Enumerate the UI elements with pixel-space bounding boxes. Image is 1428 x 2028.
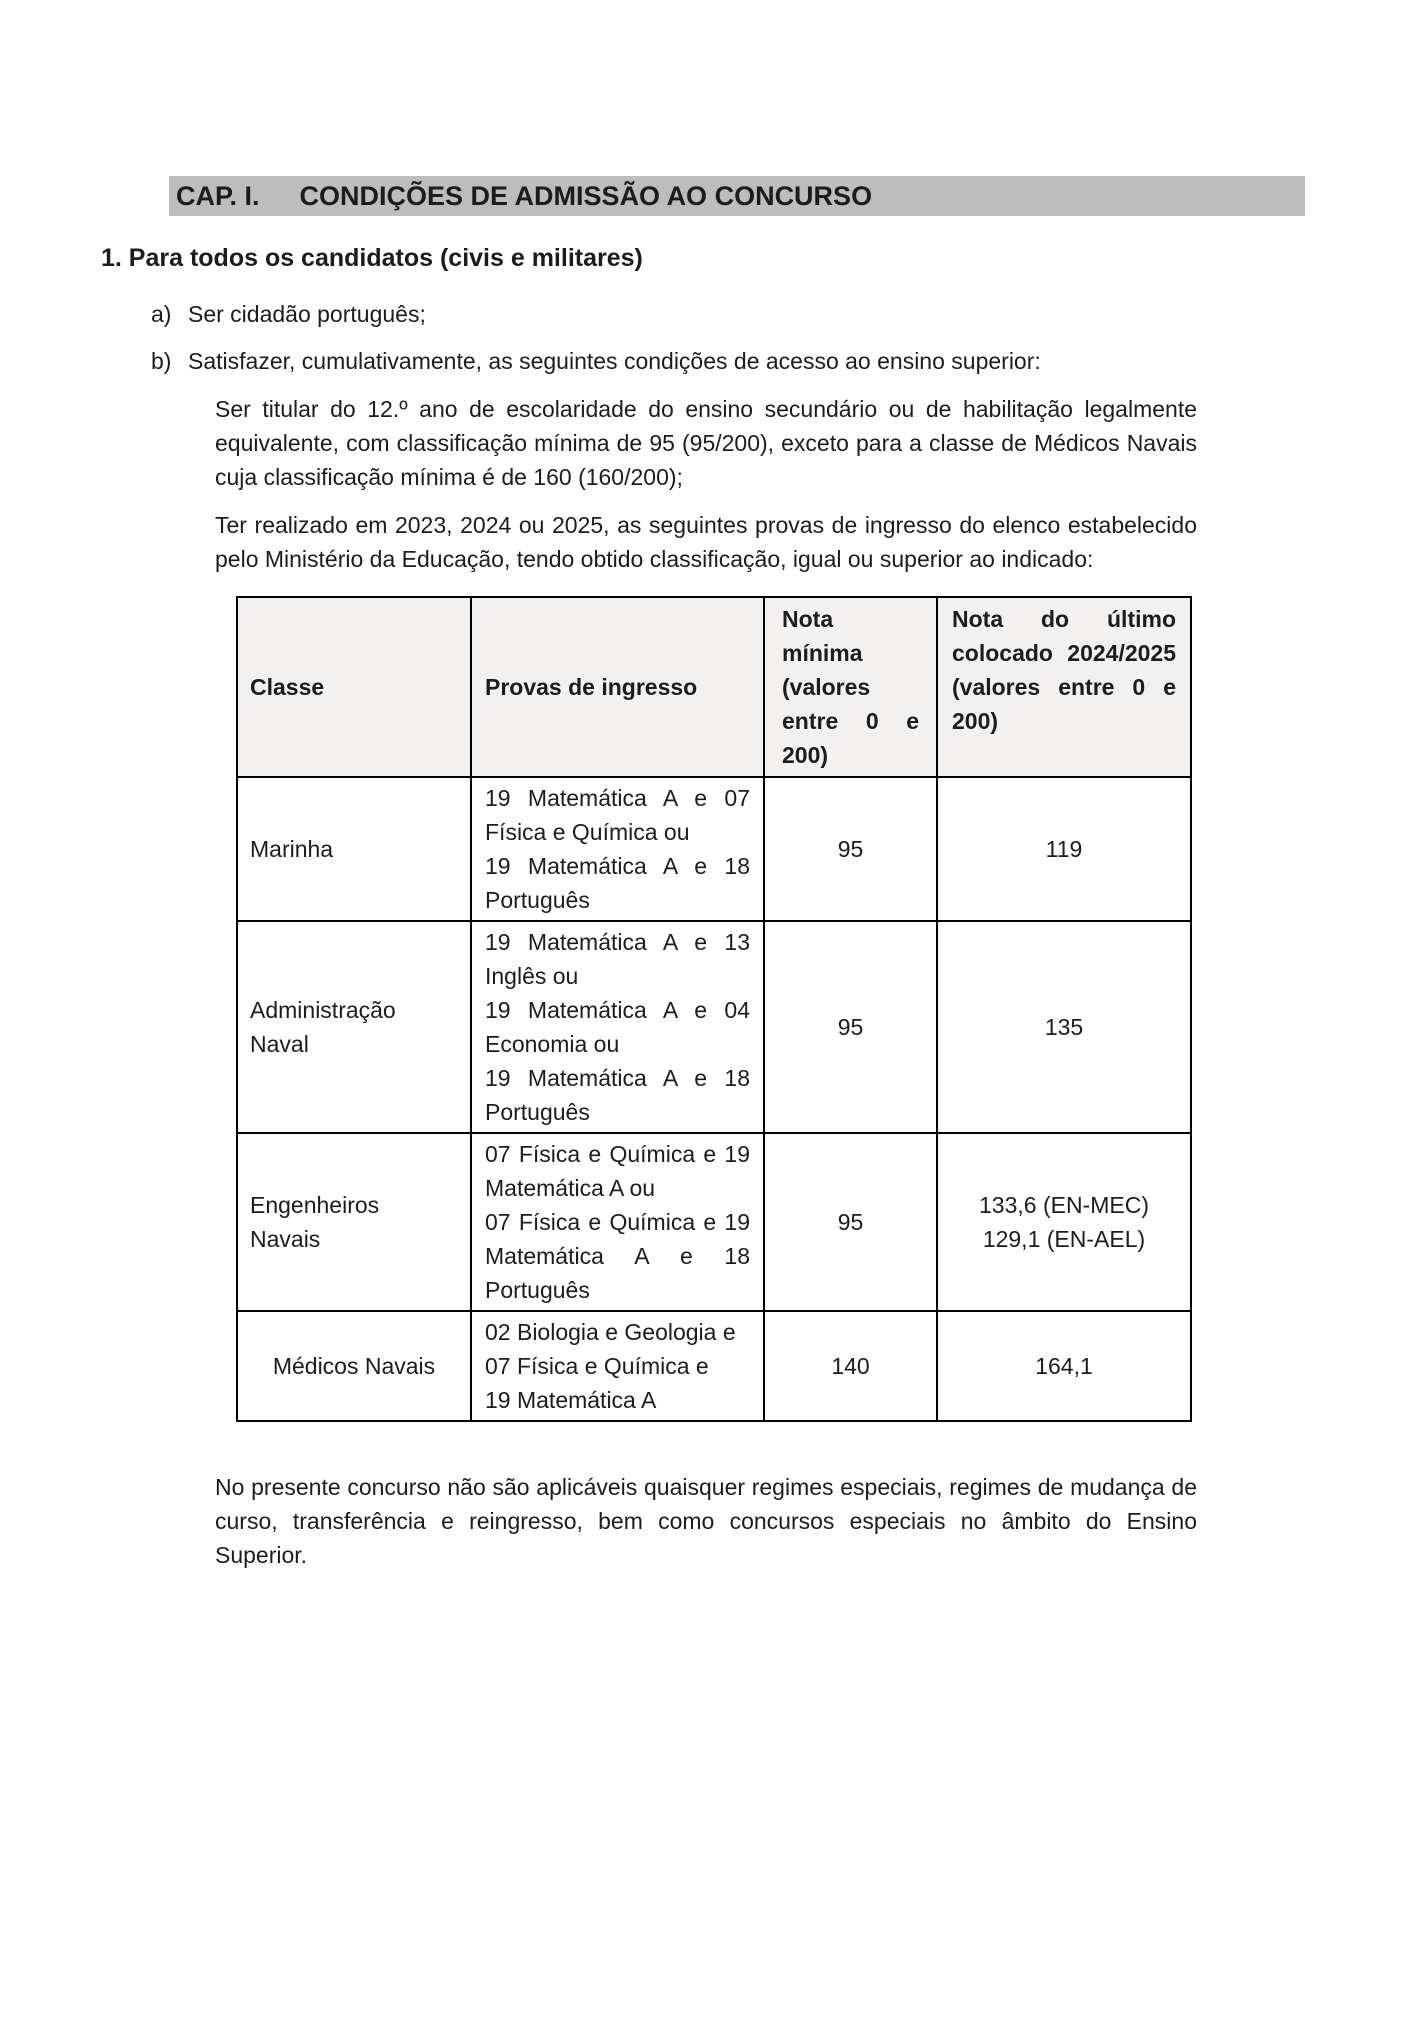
nota-minima-cell: 95 <box>764 1133 937 1311</box>
nota-minima-cell: 140 <box>764 1311 937 1421</box>
nota-ultimo-cell: 119 <box>937 777 1191 921</box>
col-header-classe: Classe <box>237 597 471 777</box>
provas-cell: 07 Física e Química e 19 Matemática A ou 07 Física e Química e 19 Matemática A e 18 Português <box>471 1133 764 1311</box>
col-header-nota-minima: Nota mínima (valores entre 0 e 200) <box>764 597 937 777</box>
chapter-title-bar <box>169 176 1305 216</box>
list-item-b <box>151 344 1428 378</box>
nota-ultimo-cell: 164,1 <box>937 1311 1191 1421</box>
classe-cell: Engenheiros Navais <box>237 1133 471 1311</box>
nota-minima-cell: 95 <box>764 921 937 1133</box>
chapter-label: CAP. I. <box>176 181 260 211</box>
col-header-nota-ultimo: Nota do último colocado 2024/2025 (valores entre 0 e 200) <box>937 597 1191 777</box>
table-row <box>237 921 1191 1133</box>
classe-cell: Médicos Navais <box>237 1311 471 1421</box>
list-item-a-text: Ser cidadão português; <box>188 301 426 327</box>
provas-cell: 19 Matemática A e 13 Inglês ou 19 Matemática A e 04 Economia ou 19 Matemática A e 18 Português <box>471 921 764 1133</box>
col-header-provas: Provas de ingresso <box>471 597 764 777</box>
classe-cell: Marinha <box>237 777 471 921</box>
chapter-title: CONDIÇÕES DE ADMISSÃO AO CONCURSO <box>299 181 873 211</box>
nota-ultimo-cell: 135 <box>937 921 1191 1133</box>
table-row <box>237 777 1191 921</box>
list-item-b-label: b) <box>151 348 172 374</box>
list-item-b-text: Satisfazer, cumulativamente, as seguintes condições de acesso ao ensino superior: <box>188 348 1041 374</box>
list-item-a-label: a) <box>151 301 172 327</box>
nota-minima-cell: 95 <box>764 777 937 921</box>
section-heading: 1. Para todos os candidatos (civis e militares) <box>101 244 643 272</box>
list-item-a <box>151 297 1428 331</box>
body-paragraph-2: Ter realizado em 2023, 2024 ou 2025, as seguintes provas de ingresso do elenco estabelecido pelo Ministério da Educação, tendo obtido classificação, igual ou superior ao indicado: <box>215 512 1197 572</box>
closing-paragraph: No presente concurso não são aplicáveis quaisquer regimes especiais, regimes de mudança de curso, transferência e reingresso, bem como concursos especiais no âmbito do Ensino Superior. <box>215 1474 1197 1568</box>
body-paragraph-1: Ser titular do 12.º ano de escolaridade do ensino secundário ou de habilitação legalmente equivalente, com classificação mínima de 95 (95/200), exceto para a classe de Médicos Navais cuja classificação mínima é de 160 (160/200); <box>215 396 1197 490</box>
table-row <box>237 1133 1191 1311</box>
nota-ultimo-cell: 133,6 (EN-MEC) 129,1 (EN-AEL) <box>937 1133 1191 1311</box>
table-header-row <box>237 597 1191 777</box>
classe-cell: Administração Naval <box>237 921 471 1133</box>
provas-cell: 02 Biologia e Geologia e 07 Física e Química e 19 Matemática A <box>471 1311 764 1421</box>
admission-table <box>236 596 1192 1422</box>
table-row <box>237 1311 1191 1421</box>
provas-cell: 19 Matemática A e 07 Física e Química ou 19 Matemática A e 18 Português <box>471 777 764 921</box>
